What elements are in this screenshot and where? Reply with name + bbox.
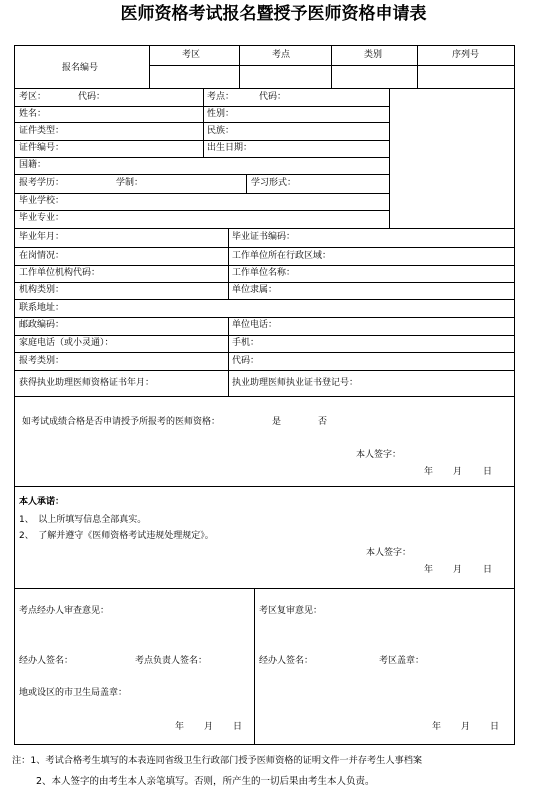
site-head-sign-label: 考点负责人签名： xyxy=(135,656,208,666)
photo-area xyxy=(390,89,514,227)
pledge-item-1: 1、 以上所填写信息全部真实。 xyxy=(19,515,147,525)
exam-area-header: 考区 xyxy=(182,50,201,60)
pledge-year: 年 xyxy=(424,565,434,575)
org-type-label: 机构类别： xyxy=(19,285,65,295)
postcode-label: 邮政编码： xyxy=(19,320,65,330)
birth-label: 出生日期： xyxy=(207,143,253,153)
reg-no-label: 报名编号 xyxy=(62,63,99,73)
site-opinion-label: 考点经办人审查意见： xyxy=(19,606,110,616)
work-org-code-label: 工作单位机构代码： xyxy=(19,268,101,278)
site-year: 年 xyxy=(175,722,185,732)
exam-site-header: 考点 xyxy=(272,50,291,60)
nationality-label: 国籍： xyxy=(19,160,47,170)
area-opinion-label: 考区复审意见： xyxy=(259,606,323,616)
code3-label: 代码： xyxy=(232,356,260,366)
work-phone-label: 单位电话： xyxy=(232,320,278,330)
pledge-heading: 本人承诺： xyxy=(19,497,65,507)
form-title: 医师资格考试报名暨授予医师资格申请表 xyxy=(120,4,427,24)
area-month: 月 xyxy=(461,722,471,732)
home-phone-label: 家庭电话（或小灵通）： xyxy=(19,338,114,348)
assist-cert-date-label: 获得执业助理医师资格证书年月： xyxy=(19,378,155,388)
serial-header: 序列号 xyxy=(452,50,480,60)
grant-yes-option[interactable]: 是 xyxy=(272,417,282,427)
id-no-label: 证件编号： xyxy=(19,143,65,153)
category-header: 类别 xyxy=(364,50,383,60)
ethnicity-label: 民族： xyxy=(207,126,235,136)
work-region-label: 工作单位所在行政区域： xyxy=(232,251,332,261)
pledge-day: 日 xyxy=(483,565,493,575)
area-year: 年 xyxy=(432,722,442,732)
serial-field[interactable] xyxy=(418,66,514,87)
health-seal-label: 地或设区的市卫生局盖章： xyxy=(19,688,128,698)
org-affiliation-label: 单位隶属： xyxy=(232,285,278,295)
grant-signature-label: 本人签字： xyxy=(356,450,402,460)
category-field[interactable] xyxy=(332,66,416,87)
handler-sign-2-label: 经办人签名： xyxy=(259,656,314,666)
exam-site-label: 考点： xyxy=(207,92,235,102)
apply-category-label: 报考类别： xyxy=(19,356,65,366)
grad-ym-label: 毕业年月： xyxy=(19,232,65,242)
code2-label: 代码： xyxy=(259,92,287,102)
study-form-label: 学习形式： xyxy=(251,178,297,188)
grant-year: 年 xyxy=(424,467,434,477)
site-day: 日 xyxy=(233,722,243,732)
cert-no-label: 毕业证书编码： xyxy=(232,232,296,242)
exam-area-field[interactable] xyxy=(150,66,238,87)
pledge-signature-label: 本人签字： xyxy=(366,548,412,558)
education-label: 报考学历： xyxy=(19,178,65,188)
area-seal-label: 考区盖章： xyxy=(379,656,425,666)
pledge-item-2: 2、 了解并遵守《医师资格考试违规处理规定》。 xyxy=(19,531,214,541)
work-org-name-label: 工作单位名称： xyxy=(232,268,296,278)
pledge-month: 月 xyxy=(453,565,463,575)
grant-question: 如考试成绩合格是否申请授予所报考的医师资格： xyxy=(22,417,221,427)
id-type-label: 证件类型： xyxy=(19,126,65,136)
code1-label: 代码： xyxy=(78,92,106,102)
job-status-label: 在岗情况： xyxy=(19,251,65,261)
handler-sign-1-label: 经办人签名： xyxy=(19,656,74,666)
mobile-label: 手机： xyxy=(232,338,260,348)
grant-month: 月 xyxy=(453,467,463,477)
note-1: 注：1、考试合格考生填写的本表连同省级卫生行政部门授予医师资格的证明文件一并存考生人事档案 xyxy=(12,755,423,766)
exam-site-field[interactable] xyxy=(240,66,330,87)
grant-no-option[interactable]: 否 xyxy=(318,417,328,427)
system-label: 学制： xyxy=(116,178,144,188)
major-label: 毕业专业： xyxy=(19,213,65,223)
exam-area-label: 考区： xyxy=(19,92,47,102)
school-label: 毕业学校： xyxy=(19,196,65,206)
address-label: 联系地址： xyxy=(19,303,65,313)
name-label: 姓名： xyxy=(19,109,47,119)
gender-label: 性别： xyxy=(207,109,235,119)
area-day: 日 xyxy=(490,722,500,732)
assist-cert-no-label: 执业助理医师执业证书登记号： xyxy=(232,378,359,388)
note-2: 2、本人签字的由考生本人亲笔填写。否则，所产生的一切后果由考生本人负责。 xyxy=(36,776,375,787)
grant-day: 日 xyxy=(483,467,493,477)
site-month: 月 xyxy=(204,722,214,732)
